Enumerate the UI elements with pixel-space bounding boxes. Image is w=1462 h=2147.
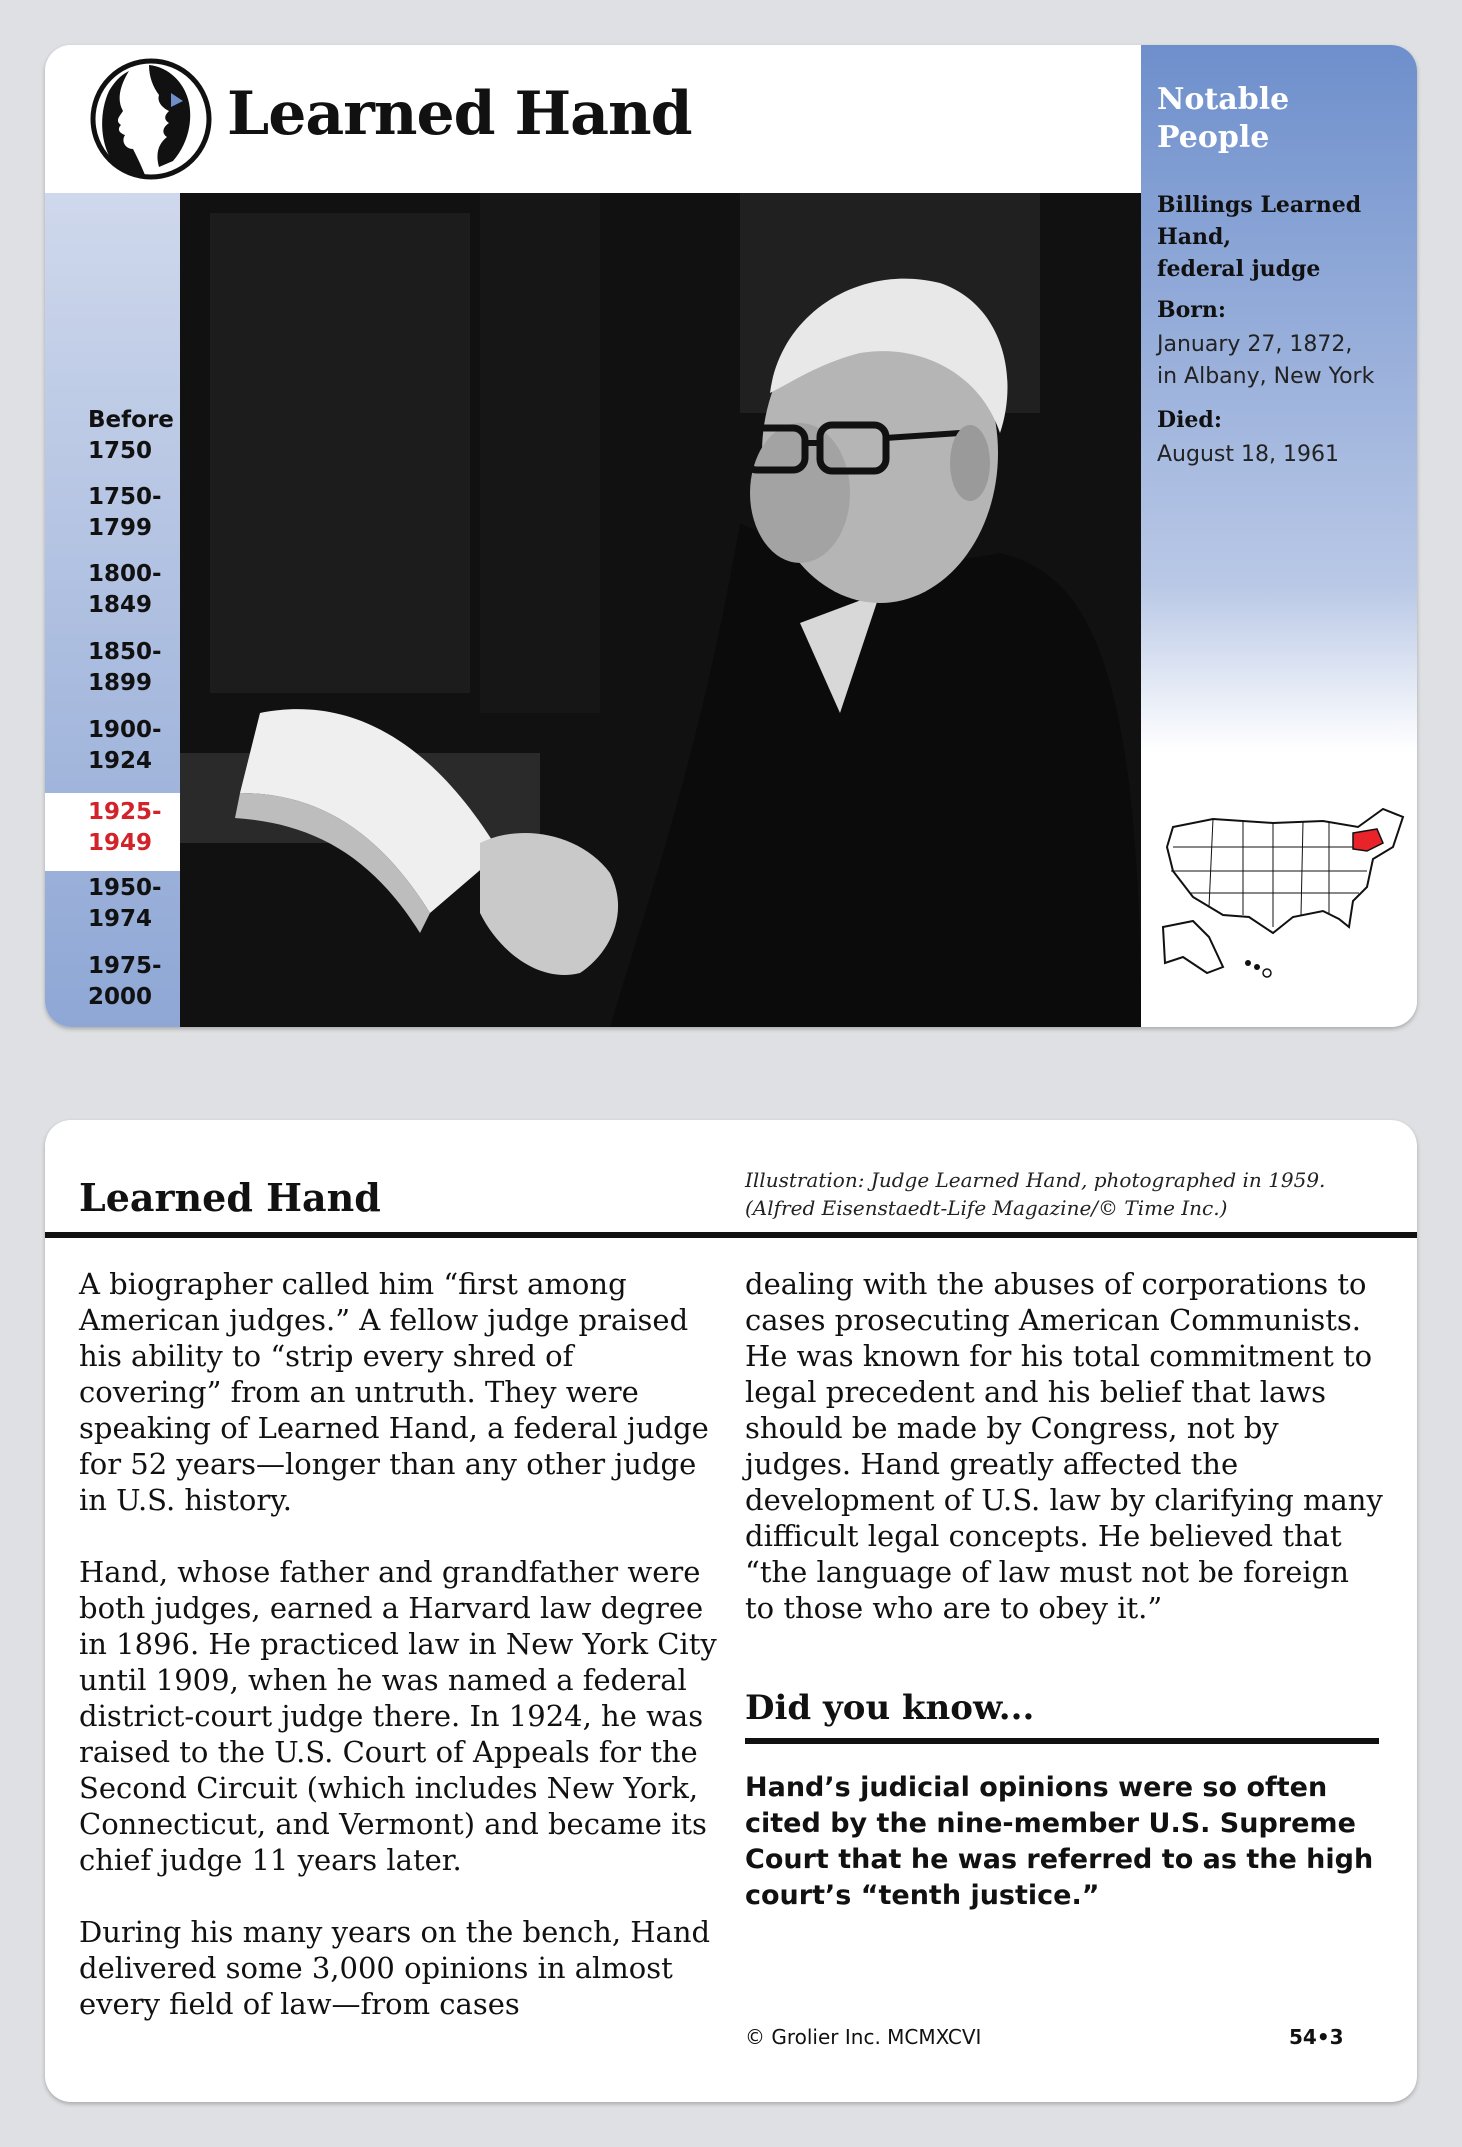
born-label: Born:	[1157, 297, 1226, 323]
bio-paragraph: During his many years on the bench, Hand delivered some 3,000 opinions in almost every field of law—from cases	[79, 1915, 711, 2021]
portrait-illustration	[180, 193, 1141, 1027]
section-heading: Notable People	[1157, 82, 1290, 155]
era-1900-1924: 1900- 1924	[88, 717, 162, 774]
info-sidebar	[1141, 45, 1417, 1027]
era-timeline	[45, 193, 180, 1027]
died-value: August 18, 1961	[1157, 442, 1339, 467]
era-1850-1899: 1850- 1899	[88, 639, 162, 696]
bio-paragraph: Hand, whose father and grandfather were both judges, earned a Harvard law degree in 1896. He practiced law in New York City until 1909, when he was named a federal district-court judge there. In 1924, he was raised to the U.S. Court of Appeals for the Second Circuit (which includes New York, Connecticut, and Vermont) and became its chief judge 11 years later.	[79, 1555, 717, 1877]
us-map-icon	[1153, 797, 1411, 989]
card-number: 54•3	[1289, 2025, 1344, 2049]
did-you-know-rule	[745, 1738, 1379, 1744]
copyright-notice: © Grolier Inc. MCMXCVI	[745, 2025, 982, 2049]
era-1750-1799: 1750- 1799	[88, 484, 162, 541]
full-name-title: Billings Learned Hand, federal judge	[1157, 192, 1362, 282]
bio-paragraph: dealing with the abuses of corporations to cases prosecuting American Communists. He was known for his total commitment to legal precedent and his belief that laws should be made by Congress, not by judges. Hand greatly affected the development of U.S. law by clarifying many difficult legal concepts. He believed that “the language of law must not be foreign to those who are to obey it.”	[745, 1267, 1383, 1625]
born-value: January 27, 1872, in Albany, New York	[1157, 332, 1375, 389]
did-you-know-text: Hand’s judicial opinions were so often cited by the nine-member U.S. Supreme Court that he was referred to as the high court’s “tenth justice.”	[745, 1772, 1374, 1911]
died-label: Died:	[1157, 407, 1222, 433]
era-1975-2000: 1975- 2000	[88, 953, 162, 1010]
biography-right-column	[745, 1266, 1385, 1662]
portrait-photo	[180, 193, 1141, 1027]
card-back	[45, 1120, 1417, 2102]
back-title: Learned Hand	[79, 1175, 381, 1220]
era-1950-1974: 1950- 1974	[88, 875, 162, 932]
front-title: Learned Hand	[227, 79, 692, 149]
bio-paragraph: A biographer called him “first among American judges.” A fellow judge praised his ability to “strip every shred of covering” from an untruth. They were speaking of Learned Hand, a federal judge for 52 years—longer than any other judge in U.S. history.	[79, 1267, 709, 1517]
title-bar	[45, 45, 1141, 193]
era-1925-1949-active: 1925- 1949	[45, 793, 180, 871]
biography-left-column	[79, 1266, 719, 2058]
did-you-know-heading: Did you know...	[745, 1688, 1035, 1728]
photo-caption: Illustration: Judge Learned Hand, photographed in 1959. (Alfred Eisenstaedt-Life Magazine/© Time Inc.)	[745, 1168, 1326, 1220]
era-before-1750: Before 1750	[88, 407, 174, 464]
profile-logo-icon	[89, 57, 213, 181]
header-rule	[45, 1232, 1417, 1238]
era-1800-1849: 1800- 1849	[88, 561, 162, 618]
card-front	[45, 45, 1417, 1027]
